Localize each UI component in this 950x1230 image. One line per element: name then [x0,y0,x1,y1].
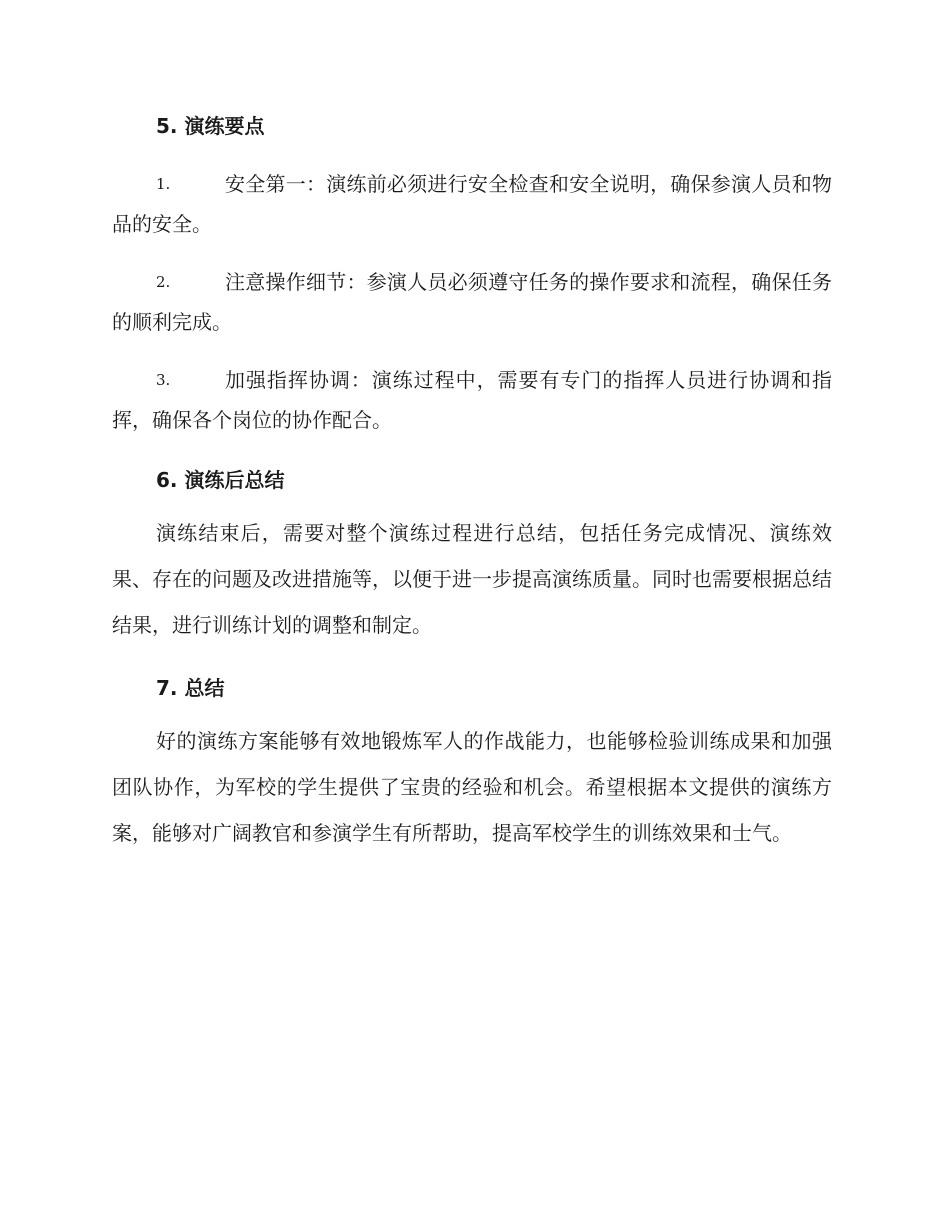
list-item [112,262,832,342]
section-6-paragraph: 演练结束后，需要对整个演练过程进行总结，包括任务完成情况、演练效果、存在的问题及改进措施等，以便于进一步提高演练质量。同时也需要根据总结结果，进行训练计划的调整和制定。 [112,521,832,637]
section-5-heading: 5. 演练要点 [156,114,265,138]
section-6-heading: 6. 演练后总结 [156,468,285,492]
section-7-heading: 7. 总结 [156,676,225,700]
list-item-number: 1. [156,175,171,193]
list-item-text: 安全第一：演练前必须进行安全检查和安全说明，确保参演人员和物品的安全。 [112,172,832,236]
list-item [112,164,832,244]
list-item-text: 加强指挥协调：演练过程中，需要有专门的指挥人员进行协调和指挥，确保各个岗位的协作配合。 [112,368,832,432]
document-content [112,110,832,856]
list-item-number: 2. [156,273,171,291]
list-item [112,360,832,440]
list-item-text: 注意操作细节：参演人员必须遵守任务的操作要求和流程，确保任务的顺利完成。 [112,270,832,334]
list-item-number: 3. [156,371,171,389]
section-7-paragraph: 好的演练方案能够有效地锻炼军人的作战能力，也能够检验训练成果和加强团队协作，为军校的学生提供了宝贵的经验和机会。希望根据本文提供的演练方案，能够对广阔教官和参演学生有所帮助，提高军校学生的训练效果和士气。 [112,729,832,845]
